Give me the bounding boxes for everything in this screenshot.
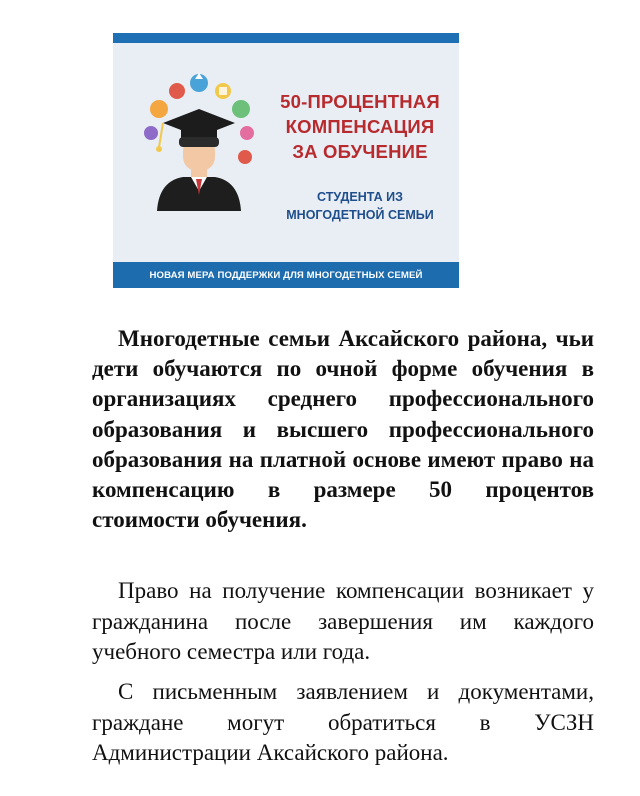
banner-subtitle-line: СТУДЕНТА ИЗ bbox=[317, 190, 403, 204]
paragraph-main: Многодетные семьи Аксайского района, чьи дети обучаются по очной форме обучения в организациях среднего профессионального образования и высшего профессионального образования на платной основе имеют право на компенсацию в размере 50 процентов стоимости обучения. bbox=[92, 326, 594, 533]
banner-titles bbox=[263, 89, 457, 224]
student-illustration bbox=[133, 61, 259, 253]
banner-title-line: 50-ПРОЦЕНТНАЯ bbox=[280, 91, 440, 112]
banner-footer-strip bbox=[113, 262, 459, 288]
banner-footer-text: НОВАЯ МЕРА ПОДДЕРЖКИ ДЛЯ МНОГОДЕТНЫХ СЕМЕЙ bbox=[149, 269, 423, 281]
banner-top-stripe bbox=[113, 33, 459, 43]
banner-subtitle bbox=[263, 188, 457, 224]
banner-title-line: КОМПЕНСАЦИЯ bbox=[285, 116, 435, 137]
banner-image bbox=[113, 33, 459, 288]
banner-title-line: ЗА ОБУЧЕНИЕ bbox=[292, 141, 428, 162]
student-figure bbox=[157, 137, 241, 211]
paragraph-right: Право на получение компенсации возникает у гражданина после завершения им каждого учебного семестра или года. bbox=[92, 578, 594, 664]
paragraph-contact: С письменным заявлением и документами, граждане могут обратиться в УСЗН Администрации Аксайского района. bbox=[92, 679, 594, 765]
banner-subtitle-line: МНОГОДЕТНОЙ СЕМЬИ bbox=[286, 208, 434, 222]
